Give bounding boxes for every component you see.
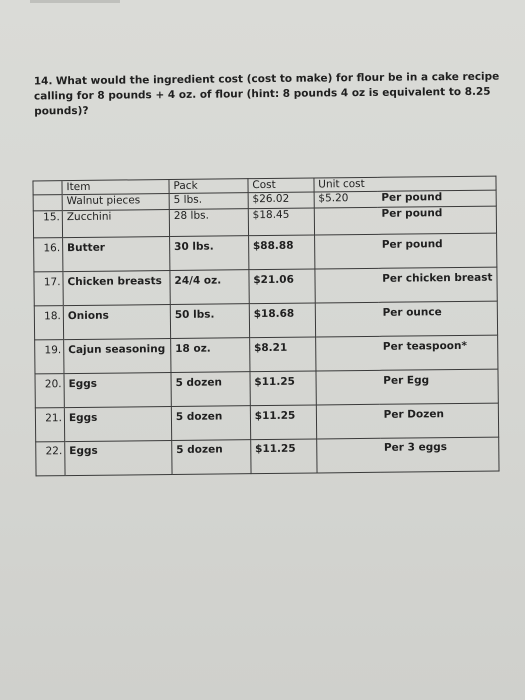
row-item: Eggs [64,406,171,441]
row-num: 15. [33,211,62,238]
question-number: 14. [33,75,53,88]
row-unit-cost [316,404,380,439]
row-unit: Per 3 eggs [380,437,499,472]
row-cost: $11.25 [251,439,317,474]
table-row [36,437,499,476]
row-cost: $11.25 [250,371,316,406]
table-row [34,267,497,306]
row-pack: 5 dozen [171,406,250,441]
row-unit: Per Egg [379,369,498,404]
row-pack: 5 dozen [172,440,251,475]
row-num: 19. [35,340,64,374]
row-item: Butter [63,237,170,272]
row-cost: $8.21 [249,337,315,372]
row-unit-cost [314,234,378,269]
row-pack: 30 lbs. [170,236,249,271]
row-item: Zucchini [62,210,169,238]
header-unit [377,176,496,191]
row-unit-cost [314,207,378,235]
row-unit-cost [316,438,380,473]
unit-cost-table [32,176,499,477]
row-item: Chicken breasts [63,271,170,306]
row-unit-cost [315,336,379,371]
row-item: Cajun seasoning [64,338,171,373]
table-row [35,403,498,442]
row-num: 21. [35,408,64,442]
table-row [34,233,497,272]
table-row [34,301,497,340]
row-unit: Per ounce [378,301,497,336]
row-unit: Per pound [377,206,496,234]
row-pack: 24/4 oz. [170,270,249,305]
row-unit-cost [316,370,380,405]
row-cost: $26.02 [248,192,314,209]
row-pack: 50 lbs. [170,304,249,339]
row-unit: Per pound [378,233,497,268]
row-num: 20. [35,374,64,408]
header-cost: Cost [248,178,314,193]
page-edge-strip [30,0,120,3]
row-unit: Per chicken breast [378,267,497,302]
row-pack: 5 dozen [171,372,250,407]
row-unit: Per teaspoon* [379,335,498,370]
row-unit: Per pound [377,190,496,207]
row-num: 18. [34,306,63,340]
row-unit-cost [315,302,379,337]
row-item: Walnut pieces [62,194,169,211]
row-unit: Per Dozen [379,403,498,438]
row-cost: $18.45 [248,208,314,236]
row-num: 17. [34,272,63,306]
row-cost: $21.06 [249,269,315,304]
table-row [35,369,498,408]
row-cost: $11.25 [250,405,316,440]
table-row [35,335,498,374]
row-item: Onions [63,305,170,340]
header-num [33,181,62,195]
header-pack: Pack [169,179,248,194]
row-pack: 28 lbs. [169,209,248,237]
row-item: Eggs [65,440,172,475]
row-pack: 18 oz. [171,338,250,373]
row-cost: $88.88 [248,235,314,270]
row-num [33,195,62,211]
row-unit-cost [315,268,379,303]
question-14 [34,70,504,120]
header-item: Item [62,180,169,195]
row-cost: $18.68 [249,303,315,338]
question-text: What would the ingredient cost (cost to make) for flour be in a cake recipe calling for 8 pounds + 4 oz. of flour (hint: 8 pounds 4 oz is equivalent to 8.25 pounds)? [33,70,500,118]
row-num: 22. [36,442,65,476]
row-num: 16. [34,238,63,272]
row-unit-cost: $5.20 [314,191,378,208]
row-item: Eggs [64,372,171,407]
header-unit-cost: Unit cost [314,177,378,192]
row-pack: 5 lbs. [169,193,248,210]
